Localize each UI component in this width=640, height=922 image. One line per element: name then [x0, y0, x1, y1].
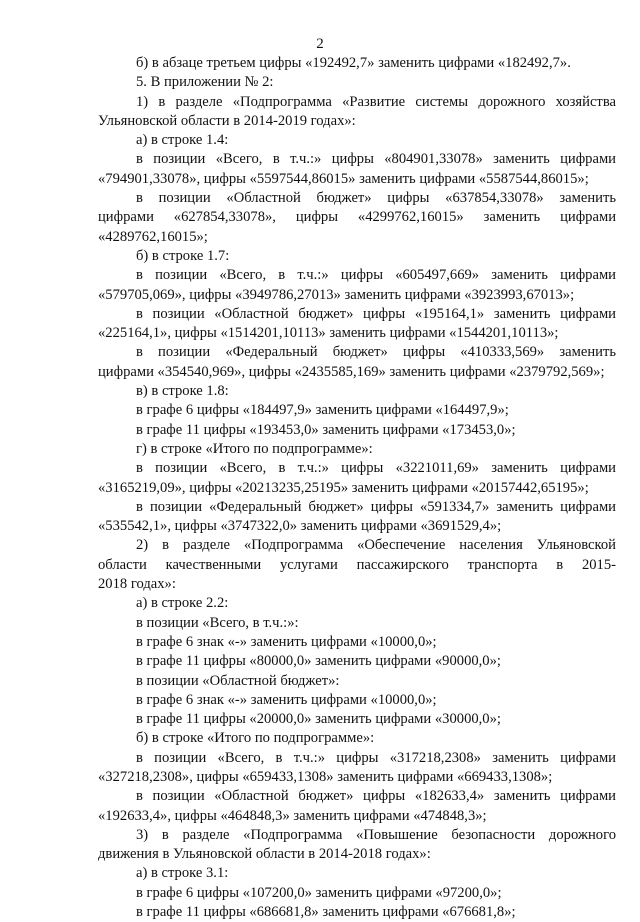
text-line: цифрами «354540,969», цифры «2435585,169» заменить цифрами «2379792,569»; [98, 363, 605, 380]
text-line: в позиции «Областной бюджет» цифры «637854,33078» заменить [136, 190, 616, 207]
text-line: 1) в разделе «Подпрограмма «Развитие системы дорожного хозяйства [136, 93, 616, 110]
text-line: «225164,1», цифры «1514201,10113» заменить цифрами «1544201,10113»; [98, 325, 559, 342]
text-line: в позиции «Всего, в т.ч.:» цифры «317218,2308» заменить цифрами [136, 749, 616, 766]
text-line: Ульяновской области в 2014-2019 годах»: [98, 112, 356, 129]
text-line: 5. В приложении № 2: [136, 74, 274, 91]
text-line: в позиции «Всего, в т.ч.:» цифры «804901,33078» заменить цифрами [136, 151, 616, 168]
page-number: 2 [316, 36, 324, 52]
text-line: в графе 6 знак «-» заменить цифрами «10000,0»; [136, 633, 437, 650]
document-body [98, 54, 616, 922]
text-line: в позиции «Областной бюджет» цифры «195164,1» заменить цифрами [136, 305, 616, 322]
text-line: в позиции «Всего, в т.ч.:»: [136, 614, 299, 631]
text-line: «327218,2308», цифры «659433,1308» заменить цифрами «669433,1308»; [98, 768, 553, 785]
text-line: в позиции «Всего, в т.ч.:» цифры «3221011,69» заменить цифрами [136, 460, 616, 477]
text-line: цифрами «627854,33078», цифры «4299762,16015» заменить цифрами [98, 209, 616, 226]
text-line: 2018 годах»: [98, 576, 176, 593]
text-line: в позиции «Областной бюджет» цифры «182633,4» заменить цифрами [136, 788, 616, 805]
text-line: а) в строке 3.1: [136, 865, 229, 882]
text-line: б) в строке «Итого по подпрограмме»: [136, 730, 375, 747]
text-line: «4289762,16015»; [98, 228, 208, 245]
text-line: в позиции «Федеральный бюджет» цифры «591334,7» заменить цифрами [136, 498, 616, 515]
text-line: области качественными услугами пассажирского транспорта в 2015- [98, 556, 616, 573]
text-line: «579705,069», цифры «3949786,27013» заменить цифрами «3923993,67013»; [98, 286, 575, 303]
text-line: в графе 6 знак «-» заменить цифрами «10000,0»; [136, 691, 437, 708]
text-line: «192633,4», цифры «464848,3» заменить цифрами «474848,3»; [98, 807, 487, 824]
text-line: а) в строке 1.4: [136, 132, 229, 149]
text-line: в) в строке 1.8: [136, 383, 229, 400]
text-line: в позиции «Всего, в т.ч.:» цифры «605497,669» заменить цифрами [136, 267, 616, 284]
text-line: в графе 11 цифры «193453,0» заменить цифрами «173453,0»; [136, 421, 516, 438]
text-line: в графе 6 цифры «107200,0» заменить цифрами «97200,0»; [136, 884, 502, 901]
text-line: в графе 11 цифры «20000,0» заменить цифрами «30000,0»; [136, 711, 501, 728]
text-line: 3) в разделе «Подпрограмма «Повышение безопасности дорожного [136, 826, 616, 843]
text-line: в графе 11 цифры «686681,8» заменить цифрами «676681,8»; [136, 904, 516, 921]
text-line: б) в абзаце третьем цифры «192492,7» заменить цифрами «182492,7». [136, 55, 571, 71]
text-line: «3165219,09», цифры «20213235,25195» заменить цифрами «20157442,65195»; [98, 479, 589, 496]
text-line: «535542,1», цифры «3747322,0» заменить цифрами «3691529,4»; [98, 518, 502, 535]
text-line: г) в строке «Итого по подпрограмме»: [136, 440, 373, 457]
text-line: б) в строке 1.7: [136, 247, 230, 264]
text-line: в графе 6 цифры «184497,9» заменить цифрами «164497,9»; [136, 402, 509, 419]
text-line: в позиции «Федеральный бюджет» цифры «410333,569» заменить [136, 344, 616, 361]
text-line: а) в строке 2.2: [136, 595, 229, 612]
text-line: «794901,33078», цифры «5597544,86015» заменить цифрами «5587544,86015»; [98, 170, 589, 187]
text-line: движения в Ульяновской области в 2014-2018 годах»: [98, 846, 431, 863]
text-line: в позиции «Областной бюджет»: [136, 672, 340, 689]
text-line: в графе 11 цифры «80000,0» заменить цифрами «90000,0»; [136, 653, 501, 670]
text-line: 2) в разделе «Подпрограмма «Обеспечение населения Ульяновской [136, 537, 616, 554]
